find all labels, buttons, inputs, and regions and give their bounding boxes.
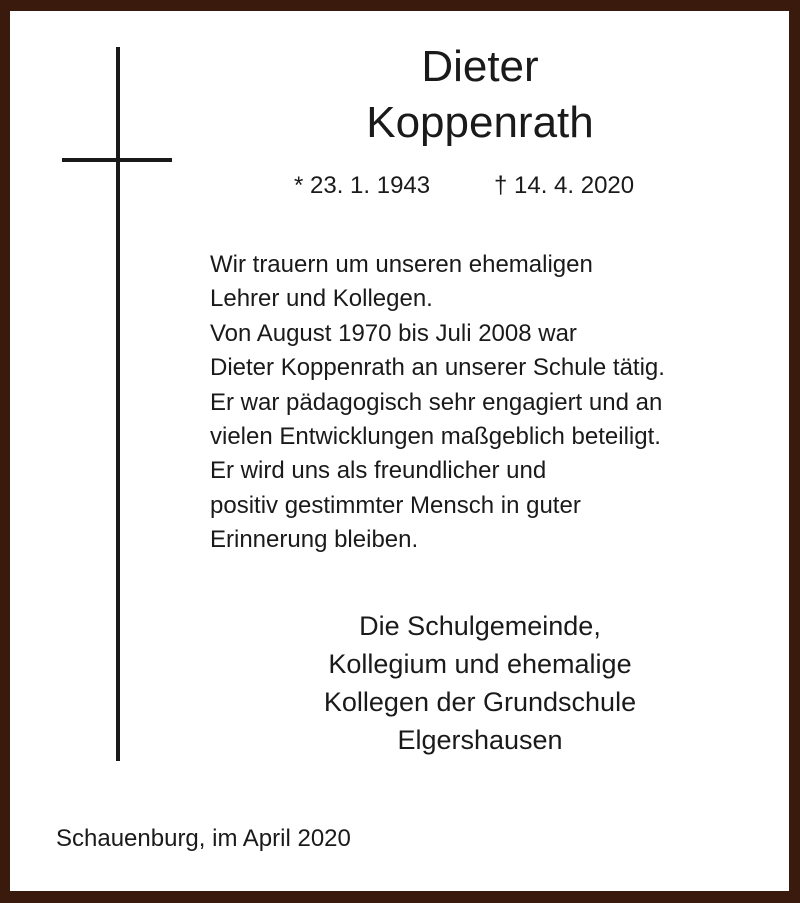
message-line: Von August 1970 bis Juli 2008 war: [210, 319, 577, 347]
message-line: Lehrer und Kollegen.: [210, 285, 433, 313]
message-line: positiv gestimmter Mensch in guter: [210, 491, 581, 519]
signature-block: [250, 607, 710, 759]
signature-line: Die Schulgemeinde,: [359, 611, 601, 641]
condolence-message: [210, 248, 770, 558]
deceased-name: [250, 39, 710, 151]
message-line: Er war pädagogisch sehr engagiert und an: [210, 388, 663, 416]
first-name: Dieter: [421, 42, 539, 91]
death-date: † 14. 4. 2020: [494, 172, 635, 199]
obituary-card: [10, 11, 789, 891]
signature-line: Kollegium und ehemalige: [328, 649, 632, 679]
message-line: vielen Entwicklungen maßgeblich beteiligt.: [210, 423, 661, 451]
message-line: Erinnerung bleiben.: [210, 526, 419, 554]
cross-vertical-bar: [116, 47, 120, 761]
message-line: Dieter Koppenrath an unserer Schule tätig.: [210, 354, 665, 382]
signature-line: Elgershausen: [397, 725, 563, 755]
message-line: Wir trauern um unseren ehemaligen: [210, 251, 593, 278]
place-and-date: Schauenburg, im April 2020: [56, 825, 351, 852]
birth-date: * 23. 1. 1943: [294, 172, 431, 199]
signature-line: Kollegen der Grundschule: [323, 687, 637, 717]
message-line: Er wird uns als freundlicher und: [210, 457, 547, 485]
cross-horizontal-bar: [62, 158, 172, 162]
last-name: Koppenrath: [366, 98, 594, 147]
